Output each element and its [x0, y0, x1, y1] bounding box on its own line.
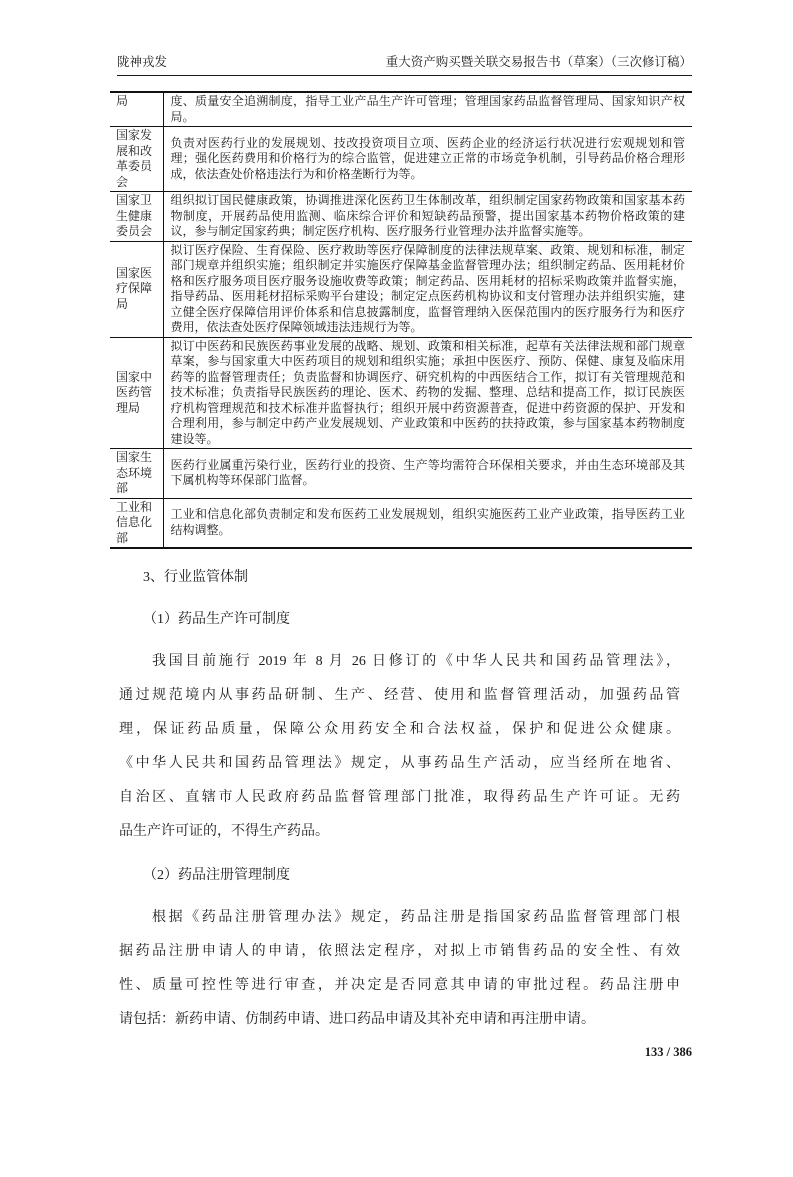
table-row: [110, 127, 692, 192]
subsection-2-heading: （2）药品注册管理制度: [143, 868, 290, 883]
table-row: [110, 92, 692, 127]
table-row: [110, 498, 692, 548]
header-report-title: 重大资产购买暨关联交易报告书（草案）（三次修订稿）: [385, 55, 692, 69]
regulators-table: [110, 91, 692, 549]
regulator-name-cell: 工业和信息化部: [110, 498, 163, 548]
regulator-duty-cell: 拟订中医药和民族医药事业发展的战略、规划、政策和相关标准，起草有关法律法规和部门规章草案，参与国家重大中医药项目的规划和组织实施；承担中医医疗、预防、保健、康复及临床用药等的监督管理责任；负责监督和协调医疗、研究机构的中西医结合工作，拟订有关管理规范和技术标准；负责指导民族医药的理论、医术、药物的发掘、整理、总结和提高工作，拟订民族医疗机构管理规范和技术标准并监督执行；组织开展中药资源普查，促进中药资源的保护、开发和合理利用，参与制定中药产业发展规划、产业政策和中医药的扶持政策，参与国家基本药物制度建设等。: [163, 337, 692, 449]
regulator-name-cell: 国家中医药管理局: [110, 337, 163, 449]
document-page: [0, 55, 793, 1177]
paragraph-line: 请包括：新药申请、仿制药申请、进口药品申请及其补充申请和再注册申请。: [119, 1012, 595, 1027]
regulator-duty-cell: 拟订医疗保险、生育保险、医疗救助等医疗保障制度的法律法规草案、政策、规划和标准，制定部门规章并组织实施；组织制定并实施医疗保障基金监督管理办法；组织制定药品、医用耗材价格和医疗服务项目医疗服务设施收费等政策；制定药品、医用耗材的招标采购政策并监督实施，指导药品、医用耗材招标采购平台建设；制定定点医药机构协议和支付管理办法并组织实施，建立健全医疗保障信用评价体系和信息披露制度，监督管理纳入医保范围内的医疗服务行为和医疗费用，依法查处医疗保障领域违法违规行为等。: [163, 241, 692, 337]
table-row: [110, 192, 692, 242]
regulator-name-cell: 国家生态环境部: [110, 449, 163, 499]
body-content: [119, 563, 680, 1037]
paragraph-1: [119, 645, 680, 849]
paragraph-line: 《中华人民共和国药品管理法》规定，从事药品生产活动，应当经所在地省、: [119, 756, 680, 771]
regulator-duty-cell: 工业和信息化部负责制定和发布医药工业发展规划，组织实施医药工业产业政策，指导医药工业结构调整。: [163, 498, 692, 548]
paragraph-line: 根据《药品注册管理办法》规定，药品注册是指国家药品监督管理部门根: [152, 910, 680, 925]
paragraph-2: [119, 901, 680, 1037]
paragraph-line: 自治区、直辖市人民政府药品监督管理部门批准，取得药品生产许可证。无药: [119, 790, 680, 805]
paragraph-line: 性、质量可控性等进行审查，并决定是否同意其申请的审批过程。药品注册申: [119, 978, 680, 993]
subsection-1-heading: （1）药品生产许可制度: [143, 612, 290, 627]
section-heading: 3、行业监管体制: [143, 570, 248, 585]
regulator-name-cell: 国家发展和改革委员会: [110, 127, 163, 192]
table-row: [110, 449, 692, 499]
table-row: [110, 337, 692, 449]
page-header: [117, 55, 692, 76]
regulator-name-cell: 国家医疗保障局: [110, 241, 163, 337]
header-company-name: 陇神戎发: [117, 55, 168, 69]
regulator-name-cell: 局: [116, 94, 129, 108]
paragraph-line: 据药品注册申请人的申请，依照法定程序，对拟上市销售药品的安全性、有效: [119, 944, 680, 959]
paragraph-line: 理，保证药品质量，保障公众用药安全和合法权益，保护和促进公众健康。: [119, 722, 680, 737]
regulator-name-cell: 国家卫生健康委员会: [110, 192, 163, 242]
paragraph-line: 品生产许可证的，不得生产药品。: [119, 824, 329, 839]
paragraph-line: 我国目前施行 2019 年 8 月 26 日修订的《中华人民共和国药品管理法》，: [152, 654, 680, 669]
regulator-duty-cell: 度、质量安全追溯制度，指导工业产品生产许可管理；管理国家药品监督管理局、国家知识产权局。: [163, 92, 692, 127]
paragraph-line: 通过规范境内从事药品研制、生产、经营、使用和监督管理活动，加强药品管: [119, 688, 680, 703]
page-number: 133 / 386: [644, 1045, 692, 1059]
regulator-duty-cell: 负责对医药行业的发展规划、技改投资项目立项、医药企业的经济运行状况进行宏观规划和管理；强化医药费用和价格行为的综合监管，促进建立正常的市场竞争机制，引导药品价格合理形成，依法查处价格违法行为和价格垄断行为等。: [163, 127, 692, 192]
regulator-duty-cell: 组织拟订国民健康政策，协调推进深化医药卫生体制改革，组织制定国家药物政策和国家基本药物制度，开展药品使用监测、临床综合评价和短缺药品预警，提出国家基本药物价格政策的建议，参与制定国家药典；制定医疗机构、医疗服务行业管理办法并监督实施等。: [163, 192, 692, 242]
regulator-duty-cell: 医药行业属重污染行业，医药行业的投资、生产等均需符合环保相关要求，并由生态环境部及其下属机构等环保部门监督。: [163, 449, 692, 499]
table-row: [110, 241, 692, 337]
